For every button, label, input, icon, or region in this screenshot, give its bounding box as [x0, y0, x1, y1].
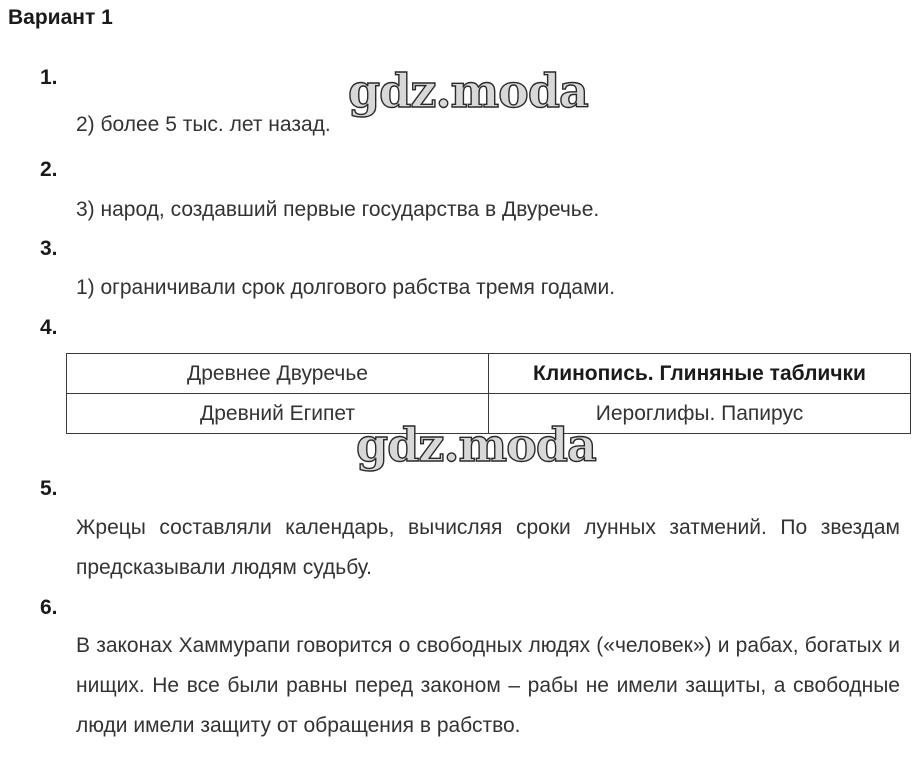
question-number-5: 5. [40, 477, 58, 500]
table-row [67, 354, 911, 394]
answer-5: Жрецы составляли календарь, вычисляя сроки лунных затмений. По звездам предсказывали людям судьбу. [76, 516, 900, 579]
watermark-logo: gdz.moda [356, 418, 596, 472]
table-cell: Иероглифы. Папирус [489, 394, 911, 434]
table-cell: Клинопись. Глиняные таблички [489, 354, 911, 394]
watermark-logo: gdz.moda [348, 64, 588, 118]
table-cell: Древнее Двуречье [67, 354, 489, 394]
question-number-4: 4. [40, 316, 58, 339]
table-cell: Древний Египет [67, 394, 489, 434]
answer-1: 2) более 5 тыс. лет назад. [76, 113, 331, 136]
answer-2: 3) народ, создавший первые государства в Двуречье. [76, 198, 600, 221]
question-number-3: 3. [40, 237, 58, 260]
question-number-6: 6. [40, 596, 58, 619]
answer-6: В законах Хаммурапи говорится о свободных людях («человек») и рабах, богатых и нищих. Не все были равны перед законом – рабы не имели защиты, а свободные люди имели защиту от обращения в рабство. [76, 634, 900, 737]
question-number-2: 2. [40, 158, 58, 181]
answer-3: 1) ограничивали срок долгового рабства тремя годами. [76, 276, 616, 299]
question-number-1: 1. [40, 66, 58, 89]
page-title: Вариант 1 [8, 6, 113, 29]
